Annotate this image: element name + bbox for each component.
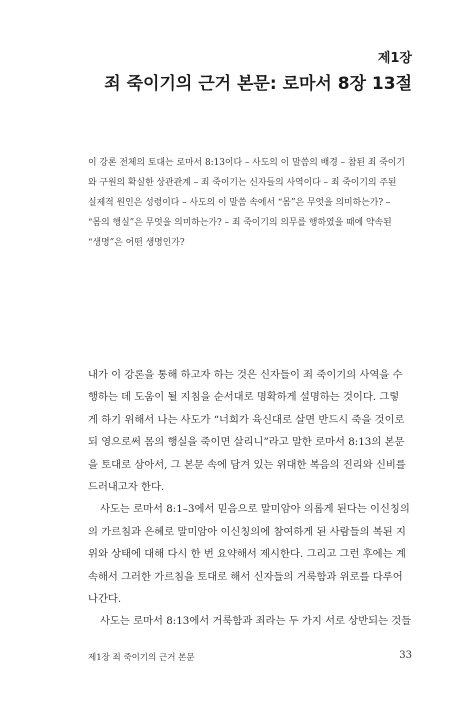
body-line: 사도는 로마서 8:13에서 거룩함과 죄라는 두 가지 서로 상반되는 것들 [100,615,412,628]
body-line: 게 하기 위해서 나는 사도가 “너희가 육신대로 살면 반드시 죽을 것이로 [88,413,405,426]
body-text [88,364,416,633]
abstract-line: 실제적 원인은 성령이다 – 사도의 이 말씀 속에서 “몸”은 무엇을 의미하는가? – [88,198,391,208]
chapter-abstract [88,153,416,253]
body-line: 행하는 데 도움이 될 지침을 순서대로 명확하게 설명하는 것이다. 그렇 [88,391,400,404]
body-line: 내가 이 강론을 통해 하고자 하는 것은 신자들이 죄 죽이기의 사역을 수 [88,369,403,381]
body-line: 의 가르침과 은혜로 말미암아 이신칭의에 참여하게 된 사람들의 복된 지 [88,525,406,538]
abstract-line: “생명”은 어떤 생명인가? [88,238,185,248]
body-line: 되 영으로써 몸의 행실을 죽이면 살리니”라고 말한 로마서 8:13의 본문 [88,436,405,449]
body-line: 드러내고자 한다. [88,481,165,494]
chapter-number: 제1장 [377,51,412,66]
body-line: 나간다. [88,593,122,606]
body-line: 속해서 그러한 가르침을 토대로 해서 신자들의 거룩함과 위로를 다루어 [88,570,403,583]
body-line: 을 토대로 삼아서, 그 본문 속에 담겨 있는 위대한 복음의 진리와 신비를 [88,458,406,471]
page-number: 33 [399,650,412,661]
abstract-line: 이 강론 전체의 토대는 로마서 8:13이다 – 사도의 이 말씀의 배경 – 참된 죄 죽이기 [88,158,405,168]
abstract-line: 와 구원의 확실한 상관관계 – 죄 죽이기는 신자들의 사역이다 – 죄 죽이기의 주된 [88,178,397,188]
body-line: 사도는 로마서 8:1–3에서 믿음으로 말미암아 의롭게 된다는 이신칭의 [100,503,410,516]
running-head: 제1장 죄 죽이기의 근거 본문 [88,653,195,663]
body-line: 위와 상태에 대해 다시 한 번 요약해서 제시한다. 그리고 그런 후에는 계 [88,548,406,561]
chapter-title: 죄 죽이기의 근거 본문: 로마서 8장 13절 [104,74,412,94]
abstract-line: “몸의 행실”은 무엇을 의미하는가? – 죄 죽이기의 의무를 행하였을 때에 약속된 [88,218,392,228]
